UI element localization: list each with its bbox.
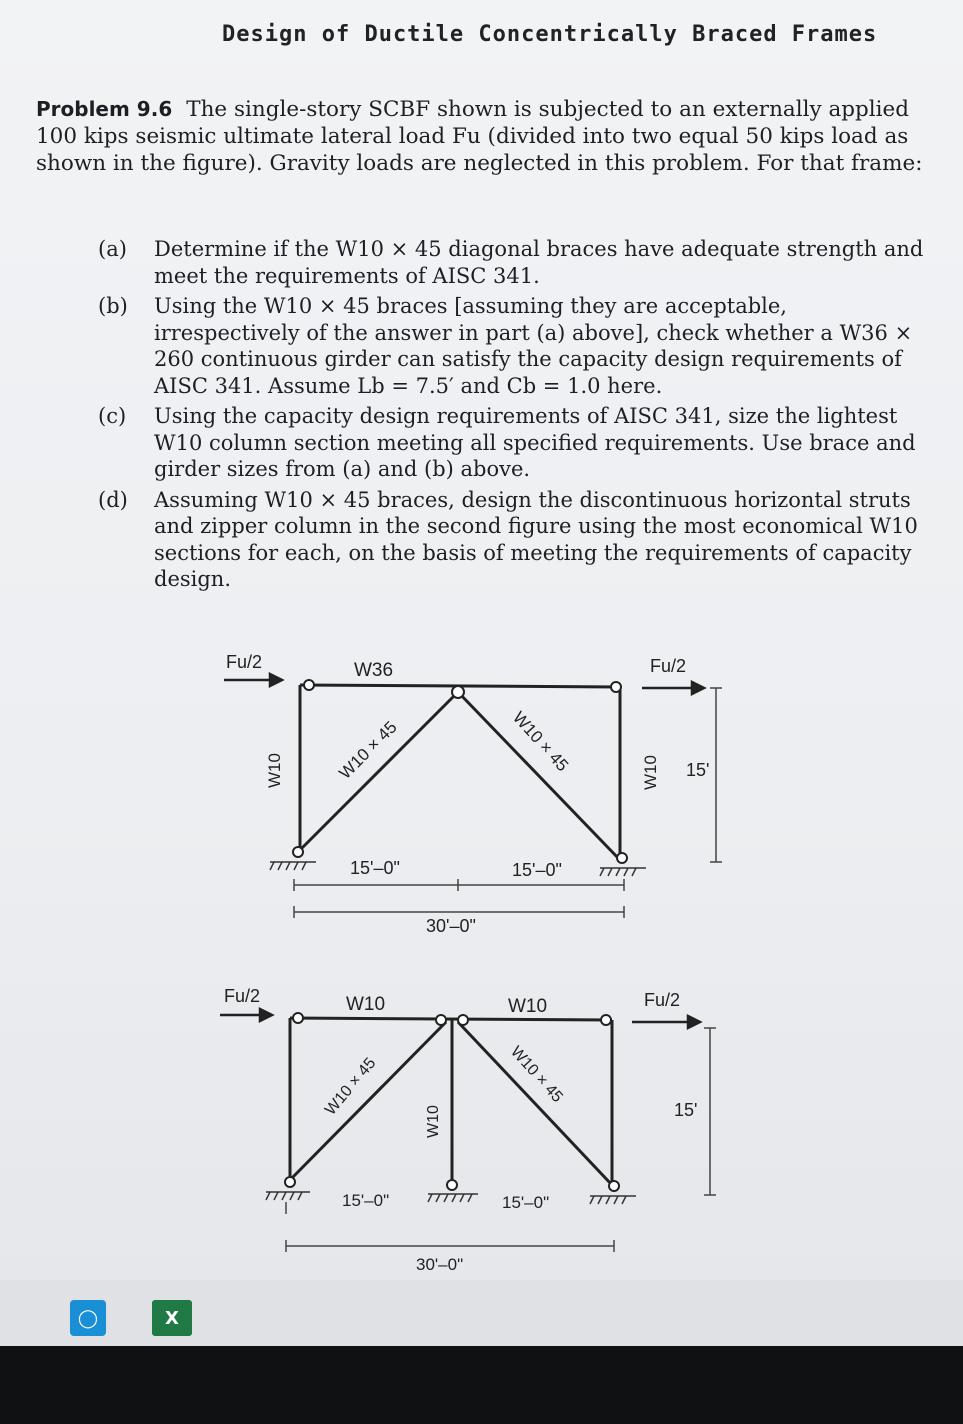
height-label: 15' bbox=[674, 1100, 698, 1120]
brace-right-line bbox=[458, 692, 620, 860]
span-label-total: 30'–0" bbox=[416, 1255, 464, 1274]
part-letter: (a) bbox=[98, 237, 127, 261]
running-header: Design of Ductile Concentrically Braced Frames bbox=[222, 22, 878, 47]
strut-label-right: W10 bbox=[508, 996, 548, 1017]
span-label-total: 30'–0" bbox=[426, 916, 476, 936]
part-text: Assuming W10 × 45 braces, design the discontinuous horizontal struts and zipper column in the second figure using the most economical W10 sections for each, on the basis of meeting the requirements of capacity design. bbox=[154, 487, 918, 591]
span-label-left: 15'–0" bbox=[342, 1191, 390, 1210]
joint-circle bbox=[304, 680, 314, 690]
pin-support bbox=[447, 1180, 457, 1190]
height-label: 15' bbox=[686, 760, 710, 780]
pin-support bbox=[285, 1177, 295, 1187]
joint-circle bbox=[601, 1015, 611, 1025]
excel-icon-letter: X bbox=[165, 1307, 179, 1329]
part-letter: (c) bbox=[98, 404, 127, 428]
column-label-right: W10 bbox=[641, 755, 660, 790]
joint-circle bbox=[458, 1015, 468, 1025]
span-label-right: 15'–0" bbox=[512, 860, 562, 880]
problem-text: The single-story SCBF shown is subjected to an externally applied 100 kips seismic ultimate lateral load Fu (divided into two equal 50 kips load as shown in the figure). Gravity loads are neglected in this problem. For that frame: bbox=[36, 97, 923, 176]
figure-2-zipper-frame bbox=[0, 980, 963, 1280]
span-label-left: 15'–0" bbox=[350, 858, 400, 878]
span-label-right: 15'–0" bbox=[502, 1193, 550, 1212]
zipper-column-label: W10 bbox=[425, 1105, 442, 1138]
joint-circle bbox=[452, 686, 464, 698]
figure-1-scbf bbox=[0, 640, 963, 950]
part-a bbox=[98, 236, 936, 289]
excel-icon[interactable] bbox=[152, 1300, 192, 1336]
strut-line bbox=[290, 1018, 612, 1020]
pin-support bbox=[293, 847, 303, 857]
part-letter: (b) bbox=[98, 294, 128, 318]
pin-support bbox=[609, 1181, 619, 1191]
strut-label-left: W10 bbox=[346, 994, 386, 1015]
outlook-icon[interactable]: ◯ bbox=[70, 1300, 106, 1336]
part-letter: (d) bbox=[98, 487, 128, 512]
part-text: Using the capacity design requirements of AISC 341, size the lightest W10 column section meeting all specified requirements. Use brace and girder sizes from (a) and (b) above. bbox=[154, 404, 916, 481]
brace-label-left: W10 × 45 bbox=[322, 1054, 380, 1119]
girder-label: W36 bbox=[354, 660, 394, 681]
joint-circle bbox=[611, 682, 621, 692]
brace-label-left: W10 × 45 bbox=[335, 717, 401, 783]
brace-label-right: W10 × 45 bbox=[509, 707, 573, 776]
brace-left-line bbox=[300, 692, 458, 850]
load-label-left: Fu/2 bbox=[224, 986, 261, 1006]
load-label-left: Fu/2 bbox=[226, 652, 263, 672]
part-text: Using the W10 × 45 braces [assuming they are acceptable, irrespectively of the answer in part (a) above], check whether a W36 × 260 continuous girder can satisfy the capacity design requirements of AISC 341. Assume Lb = 7.5′ and Cb = 1.0 here. bbox=[154, 294, 913, 398]
part-b bbox=[98, 293, 936, 399]
part-text: Determine if the W10 × 45 diagonal braces have adequate strength and meet the requirements of AISC 341. bbox=[154, 237, 924, 288]
joint-circle bbox=[436, 1015, 446, 1025]
problem-parts bbox=[98, 236, 936, 597]
column-label-left: W10 bbox=[265, 753, 284, 788]
part-d bbox=[98, 487, 936, 593]
load-label-right: Fu/2 bbox=[650, 656, 687, 676]
brace-label-right: W10 × 45 bbox=[507, 1043, 566, 1106]
part-c bbox=[98, 403, 936, 483]
problem-label: Problem 9.6 bbox=[36, 97, 173, 121]
load-label-right: Fu/2 bbox=[644, 990, 681, 1010]
taskbar bbox=[0, 1280, 963, 1346]
problem-statement bbox=[36, 96, 936, 177]
brace-right-line bbox=[458, 1022, 612, 1185]
joint-circle bbox=[293, 1013, 303, 1023]
brace-left-line bbox=[290, 1022, 446, 1180]
pin-support bbox=[617, 853, 627, 863]
monitor-bezel bbox=[0, 1346, 963, 1424]
